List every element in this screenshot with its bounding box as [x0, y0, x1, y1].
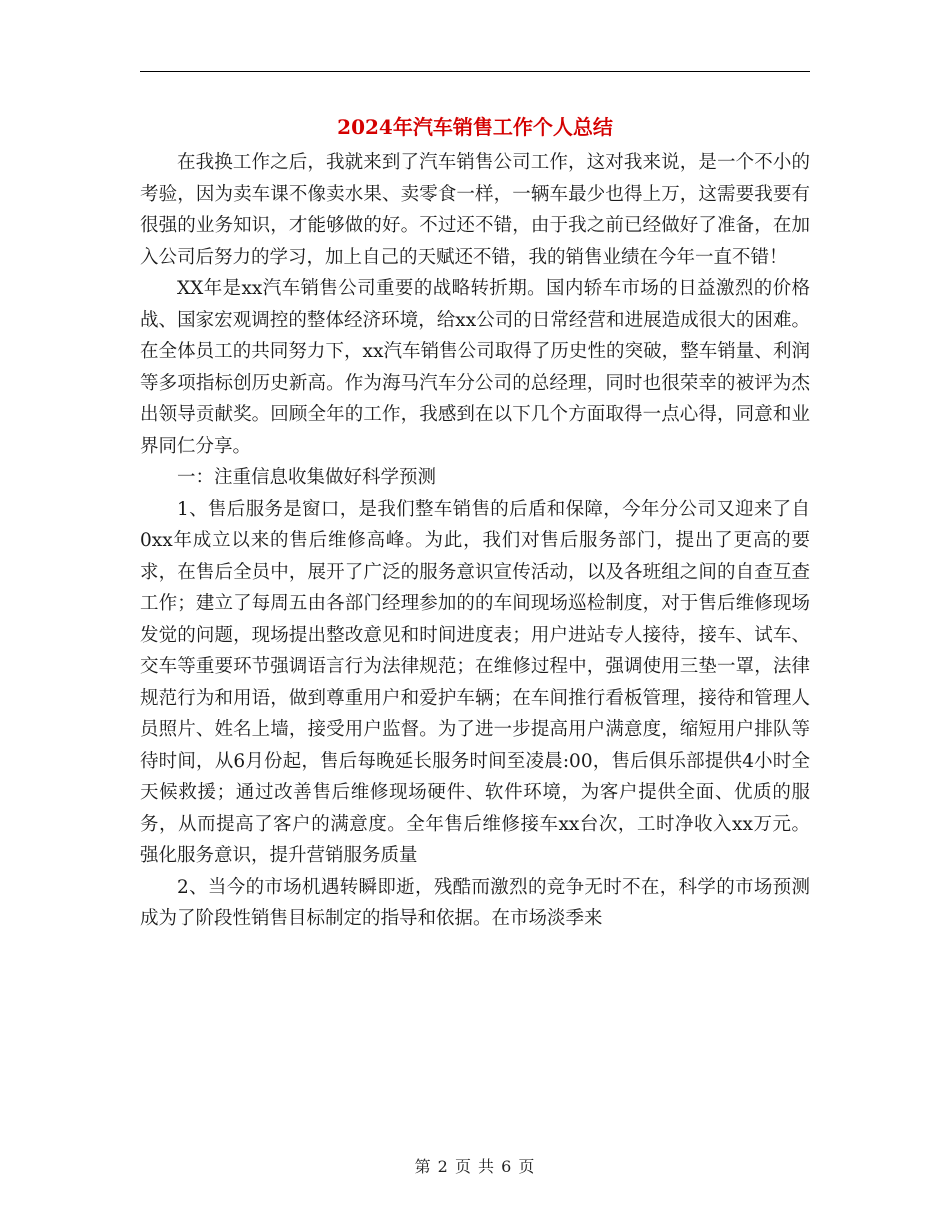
paragraph-overview: XX年是xx汽车销售公司重要的战略转折期。国内轿车市场的日益激烈的价格战、国家宏观调控的整体经济环境，给xx公司的日常经营和进展造成很大的困难。在全体员工的共同努力下，xx汽车销售公司取得了历史性的突破，整车销量、利润等多项指标创历史新高。作为海马汽车分公司的总经理，同时也很荣幸的被评为杰出领导贡献奖。回顾全年的工作，我感到在以下几个方面取得一点心得，同意和业界同仁分享。 [140, 278, 810, 457]
header-rule [140, 71, 810, 72]
paragraph-intro: 在我换工作之后，我就来到了汽车销售公司工作，这对我来说，是一个不小的考验，因为卖车课不像卖水果、卖零食一样，一辆车最少也得上万，这需要我要有很强的业务知识，才能够做的好。不过还不错，由于我之前已经做好了准备，在加入公司后努力的学习，加上自己的天赋还不错，我的销售业绩在今年一直不错！ [140, 152, 810, 268]
paragraph-after-sales: 1、售后服务是窗口，是我们整车销售的后盾和保障，今年分公司又迎来了自0xx年成立以来的售后维修高峰。为此，我们对售后服务部门，提出了更高的要求，在售后全员中，展开了广泛的服务意识宣传活动，以及各班组之间的自查互查工作；建立了每周五由各部门经理参加的的车间现场巡检制度，对于售后维修现场发觉的问题，现场提出整改意见和时间进度表；用户进站专人接待，接车、试车、交车等重要环节强调语言行为法律规范；在维修过程中，强调使用三垫一罩，法律规范行为和用语，做到尊重用户和爱护车辆；在车间推行看板管理，接待和管理人员照片、姓名上墙，接受用户监督。为了进一步提高用户满意度，缩短用户排队等待时间，从6月份起，售后每晚延长服务时间至凌晨:00，售后俱乐部提供4小时全天候救援；通过改善售后维修现场硬件、软件环境，为客户提供全面、优质的服务，从而提高了客户的满意度。全年售后维修接车xx台次，工时净收入xx万元。强化服务意识，提升营销服务质量 [140, 498, 810, 866]
document-title: 2024年汽车销售工作个人总结 [337, 115, 613, 139]
section-heading-1: 一：注重信息收集做好科学预测 [177, 467, 437, 488]
page-number-footer: 第 2 页 共 6 页 [414, 1157, 536, 1176]
document-body [140, 147, 810, 935]
paragraph-market-forecast: 2、当今的市场机遇转瞬即逝，残酷而激烈的竞争无时不在，科学的市场预测成为了阶段性销售目标制定的指导和依据。在市场淡季来 [140, 876, 810, 929]
